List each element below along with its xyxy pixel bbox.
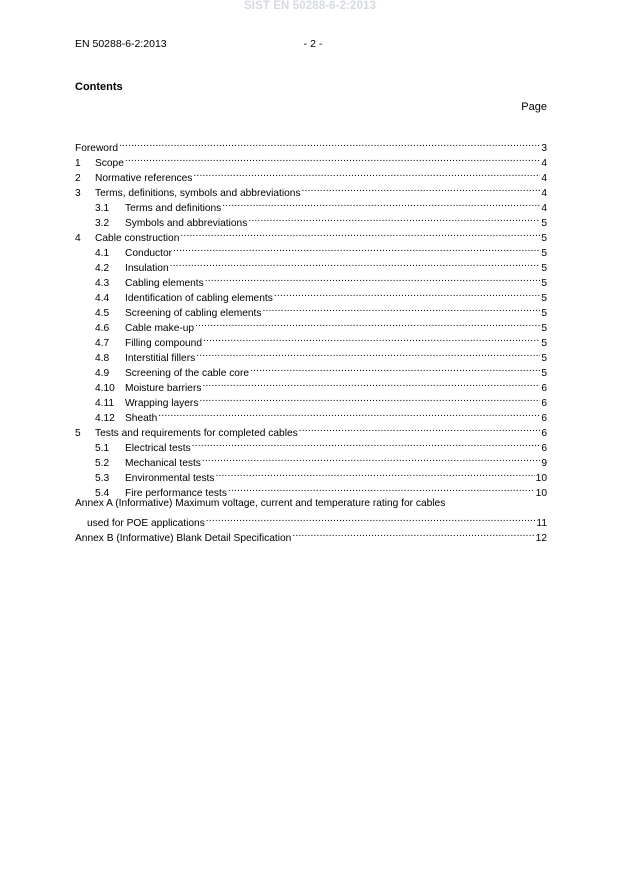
toc-title: Symbols and abbreviations	[125, 218, 248, 229]
toc-page: 11	[536, 518, 547, 529]
watermark: SIST EN 50288-6-2:2013	[244, 0, 376, 12]
toc-number: 4.12	[95, 413, 115, 424]
toc-number: 4.6	[95, 323, 110, 334]
toc-title: Identification of cabling elements	[125, 293, 273, 304]
toc-title: Tests and requirements for completed cables	[95, 428, 298, 439]
dot-leader	[202, 376, 540, 391]
toc-number: 4.11	[95, 398, 115, 409]
dot-leader	[193, 166, 540, 181]
toc-page: 5	[541, 308, 547, 319]
toc-page: 10	[535, 473, 547, 484]
dot-leader	[192, 436, 541, 451]
dot-leader	[158, 406, 540, 421]
toc-number: 3	[75, 188, 81, 199]
toc-title: Screening of the cable core	[125, 368, 250, 379]
toc-number: 4.5	[95, 308, 110, 319]
page-column-label: Page	[521, 101, 547, 113]
toc-entry-4-7[interactable]	[75, 331, 547, 349]
annex-a-continuation	[75, 511, 547, 529]
toc-number: 4.1	[95, 248, 110, 259]
toc-number: 5.3	[95, 473, 110, 484]
toc-page: 5	[541, 323, 547, 334]
dot-leader	[119, 136, 540, 151]
toc-title: Terms and definitions	[125, 203, 222, 214]
toc-number: 4.2	[95, 263, 110, 274]
toc-page: 3	[541, 143, 547, 154]
toc-title: Conductor	[125, 248, 173, 259]
annex-a-title: Annex A (Informative) Maximum voltage, current and temperature rating for cables	[75, 498, 446, 509]
toc-page: 6	[541, 443, 547, 454]
annex-a-title-cont: used for POE applications	[87, 518, 205, 529]
toc-page: 5	[541, 248, 547, 259]
toc-page: 9	[541, 458, 547, 469]
toc-page: 5	[541, 278, 547, 289]
dot-leader	[180, 226, 540, 241]
document-id: EN 50288-6-2:2013	[75, 38, 167, 50]
toc-number: 5.4	[95, 488, 110, 499]
toc-number: 4.3	[95, 278, 110, 289]
contents-heading: Contents	[75, 81, 123, 93]
toc-page: 6	[541, 413, 547, 424]
toc-title: Fire performance tests	[125, 488, 227, 499]
toc-entry-1[interactable]	[75, 151, 547, 169]
toc-page: 6	[541, 428, 547, 439]
toc-page: 5	[541, 368, 547, 379]
dot-leader	[125, 151, 540, 166]
dot-leader	[199, 391, 540, 406]
toc-number: 1	[75, 158, 81, 169]
toc-entry-annex-b[interactable]	[75, 526, 547, 544]
toc-entry-4-4[interactable]	[75, 286, 547, 304]
toc-number: 4.9	[95, 368, 110, 379]
toc-entry-3-2[interactable]	[75, 211, 547, 229]
toc-entry-3[interactable]	[75, 181, 547, 199]
dot-leader	[202, 451, 540, 466]
toc-page: 6	[541, 383, 547, 394]
table-of-contents	[75, 136, 547, 544]
toc-entry-foreword[interactable]	[75, 136, 547, 154]
dot-leader	[203, 331, 540, 346]
toc-title: Interstitial fillers	[125, 353, 196, 364]
dot-leader	[262, 301, 540, 316]
annex-b-title: Annex B (Informative) Blank Detail Specification	[75, 533, 292, 544]
dot-leader	[299, 421, 541, 436]
toc-title: Terms, definitions, symbols and abbreviations	[95, 188, 301, 199]
toc-number: 5.1	[95, 443, 110, 454]
toc-title: Insulation	[125, 263, 169, 274]
toc-title: Screening of cabling elements	[125, 308, 262, 319]
toc-entry-4-8[interactable]	[75, 346, 547, 364]
toc-number: 5.2	[95, 458, 110, 469]
dot-leader	[302, 181, 541, 196]
toc-number: 4	[75, 233, 81, 244]
toc-title: Foreword	[75, 143, 119, 154]
toc-number: 5	[75, 428, 81, 439]
toc-number: 4.10	[95, 383, 115, 394]
toc-number: 4.4	[95, 293, 110, 304]
dot-leader	[274, 286, 541, 301]
toc-number: 4.8	[95, 353, 110, 364]
toc-title: Cable construction	[95, 233, 180, 244]
toc-entry-4-1[interactable]	[75, 241, 547, 259]
toc-entry-annex-a[interactable]	[75, 496, 547, 529]
toc-page: 10	[535, 488, 547, 499]
dot-leader	[292, 526, 534, 541]
dot-leader	[196, 346, 540, 361]
page-number: - 2 -	[303, 38, 323, 50]
dot-leader	[205, 271, 541, 286]
toc-page: 4	[541, 173, 547, 184]
toc-entry-4-3[interactable]	[75, 271, 547, 289]
toc-page: 5	[541, 353, 547, 364]
toc-page: 4	[541, 188, 547, 199]
dot-leader	[215, 466, 534, 481]
toc-entry-4-10[interactable]	[75, 376, 547, 394]
toc-title: Scope	[95, 158, 124, 169]
toc-page: 5	[541, 338, 547, 349]
toc-title: Mechanical tests	[125, 458, 201, 469]
toc-title: Cable make-up	[125, 323, 195, 334]
toc-title: Wrapping layers	[125, 398, 199, 409]
toc-entry-2[interactable]	[75, 166, 547, 184]
toc-page: 5	[541, 218, 547, 229]
toc-entry-4[interactable]	[75, 226, 547, 244]
toc-title: Environmental tests	[125, 473, 215, 484]
toc-entry-4-2[interactable]	[75, 256, 547, 274]
toc-title: Sheath	[125, 413, 158, 424]
toc-page: 6	[541, 398, 547, 409]
toc-entry-4-6[interactable]	[75, 316, 547, 334]
toc-number: 3.2	[95, 218, 110, 229]
toc-entry-5-3[interactable]	[75, 466, 547, 484]
dot-leader	[248, 211, 540, 226]
toc-entry-5[interactable]	[75, 421, 547, 439]
toc-page: 5	[541, 263, 547, 274]
toc-title: Filling compound	[125, 338, 203, 349]
toc-page: 12	[535, 533, 547, 544]
toc-entry-3-1[interactable]	[75, 196, 547, 214]
toc-title: Normative references	[95, 173, 193, 184]
toc-entry-5-4[interactable]	[75, 481, 547, 499]
dot-leader	[206, 511, 536, 526]
toc-title: Moisture barriers	[125, 383, 202, 394]
toc-entry-5-2[interactable]	[75, 451, 547, 469]
dot-leader	[228, 481, 535, 496]
toc-entry-4-5[interactable]	[75, 301, 547, 319]
toc-title: Electrical tests	[125, 443, 191, 454]
toc-number: 3.1	[95, 203, 110, 214]
toc-number: 4.7	[95, 338, 110, 349]
dot-leader	[250, 361, 540, 376]
toc-entry-4-12[interactable]	[75, 406, 547, 424]
toc-entry-4-9[interactable]	[75, 361, 547, 379]
toc-page: 4	[541, 158, 547, 169]
toc-page: 5	[541, 233, 547, 244]
toc-title: Cabling elements	[125, 278, 204, 289]
toc-entry-5-1[interactable]	[75, 436, 547, 454]
dot-leader	[222, 196, 540, 211]
dot-leader	[195, 316, 540, 331]
toc-entry-4-11[interactable]	[75, 391, 547, 409]
dot-leader	[170, 256, 541, 271]
toc-page: 5	[541, 293, 547, 304]
toc-number: 2	[75, 173, 81, 184]
toc-page: 4	[541, 203, 547, 214]
dot-leader	[173, 241, 540, 256]
